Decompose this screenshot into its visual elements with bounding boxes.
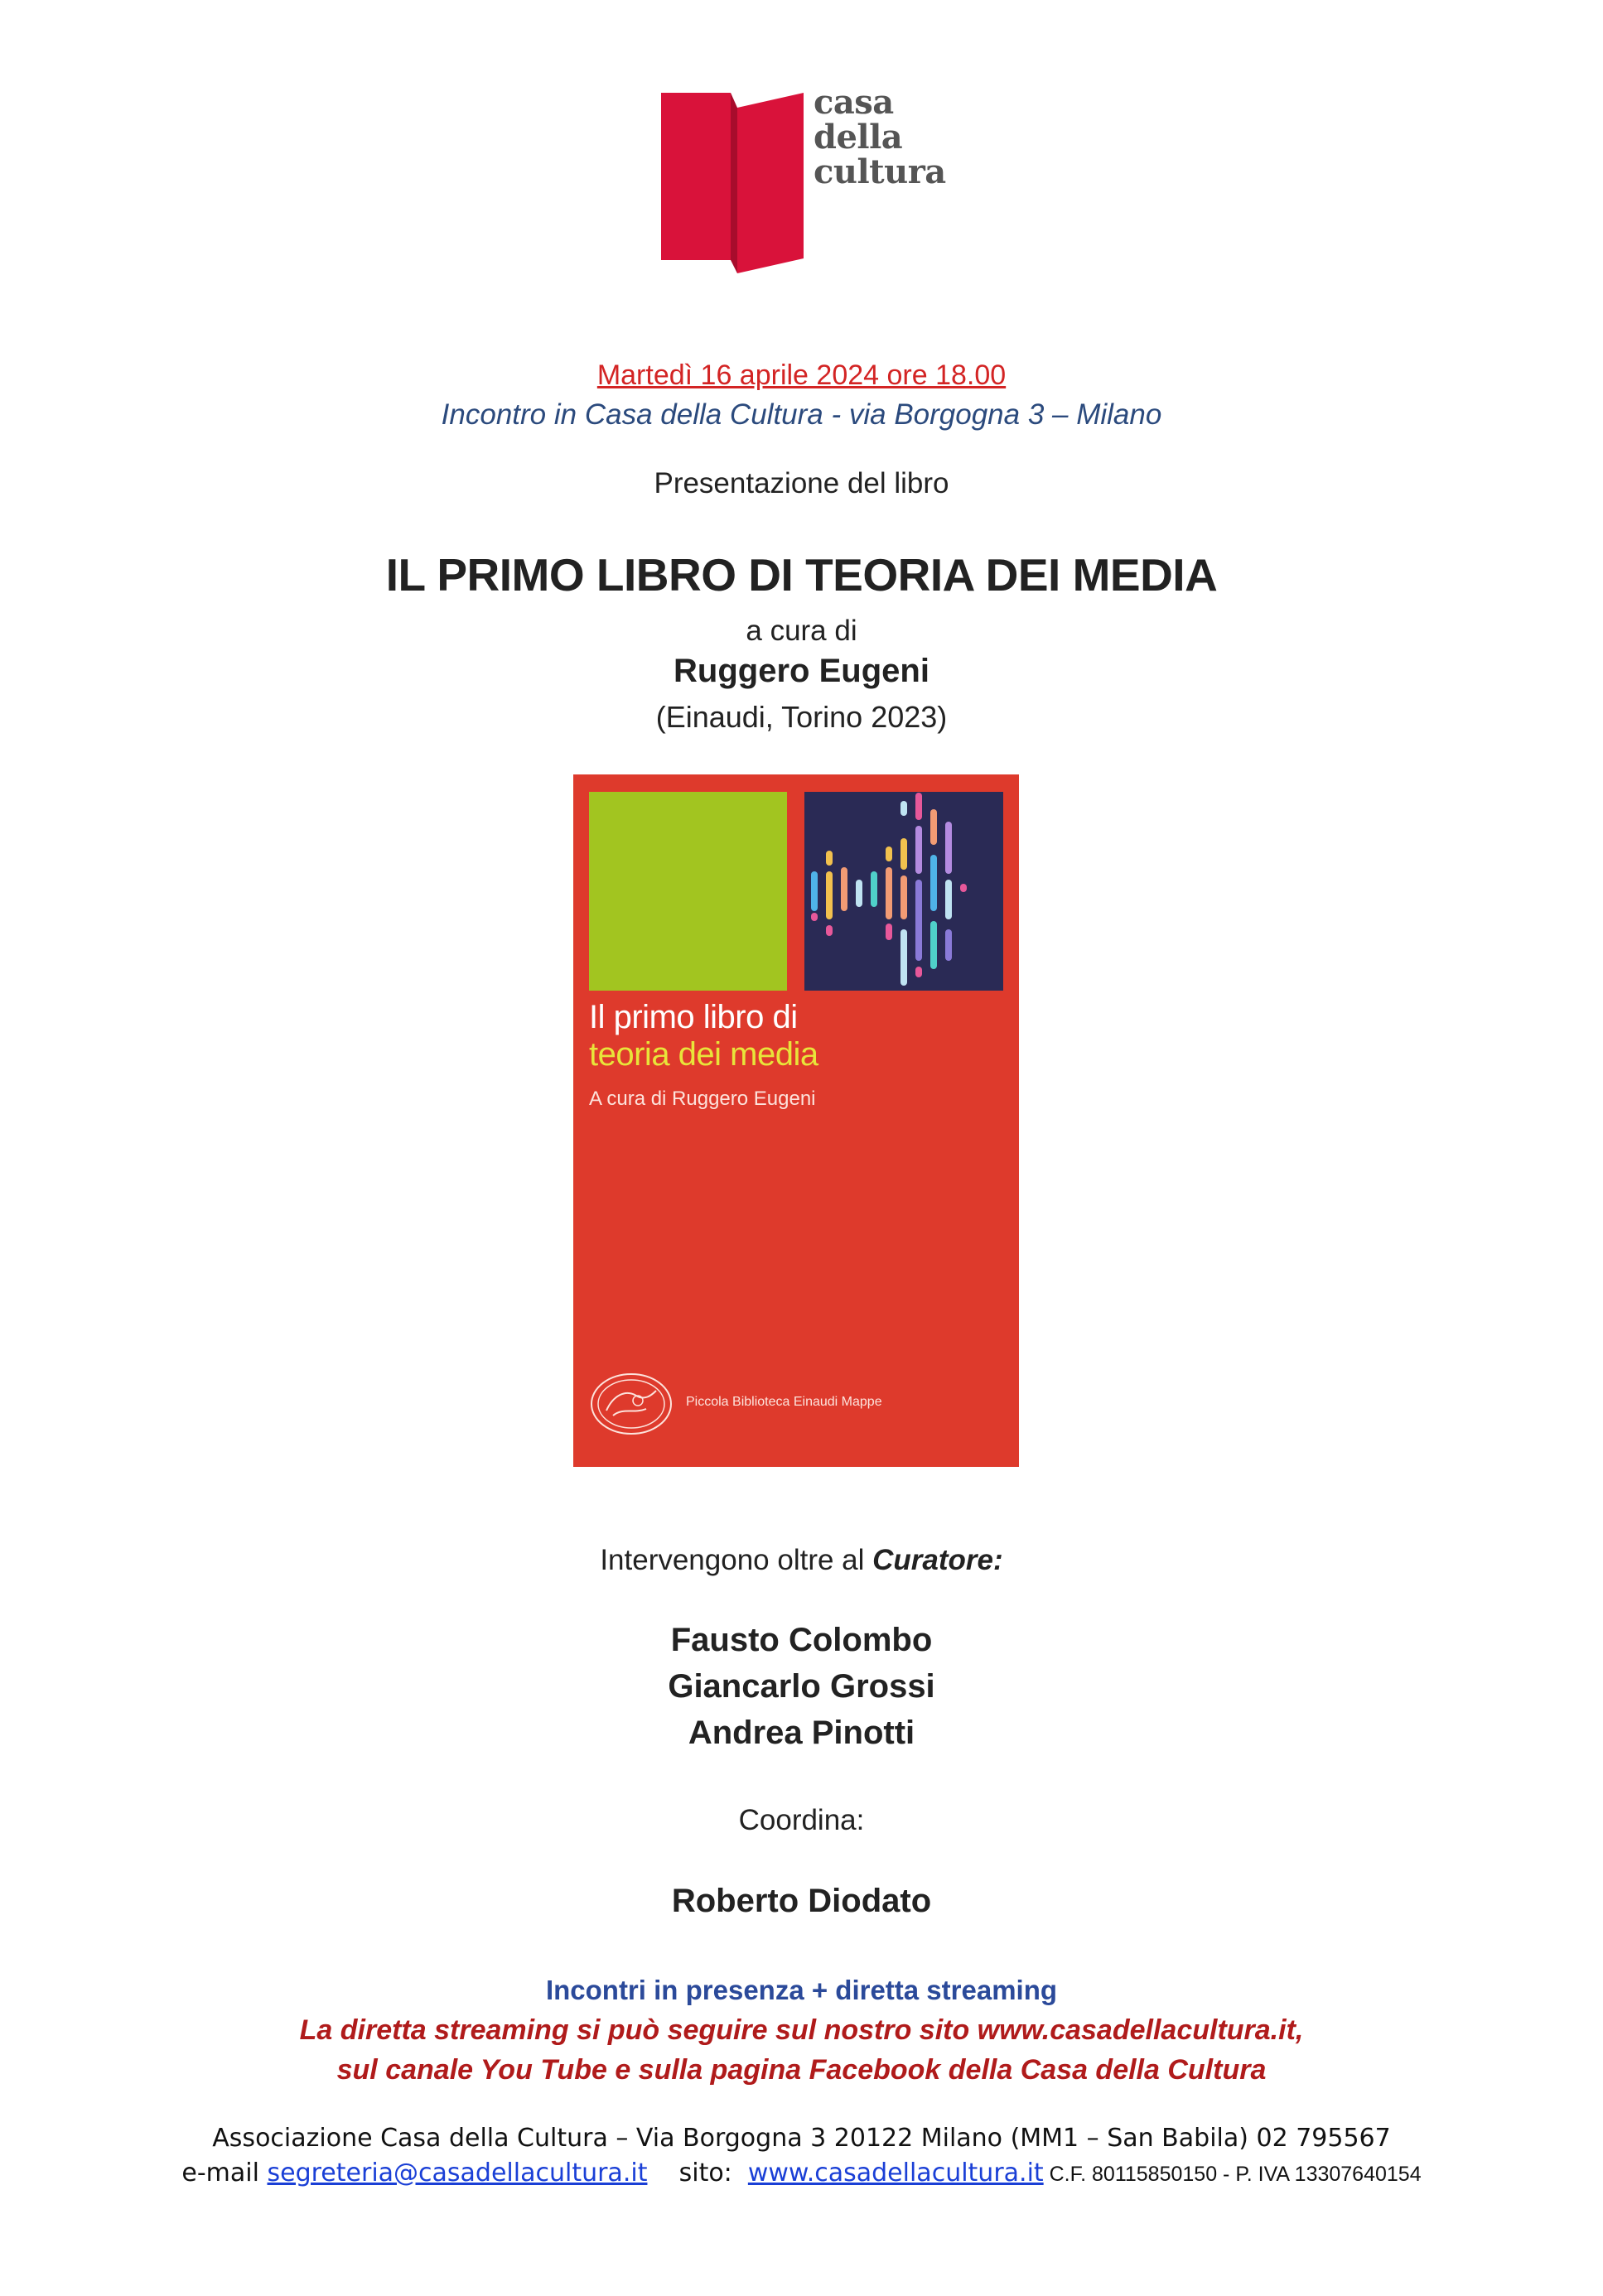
streaming-line-2: sul canale You Tube e sulla pagina Facebook della Casa della Cultura (336, 2054, 1267, 2086)
einaudi-seal-icon (588, 1371, 674, 1441)
logo-text-line3: cultura (814, 152, 946, 191)
cover-series: Piccola Biblioteca Einaudi Mappe (686, 1395, 882, 1409)
event-datetime: Martedì 16 aprile 2024 ore 18.00 (596, 359, 1007, 391)
book-title: IL PRIMO LIBRO DI TEORIA DEI MEDIA (385, 549, 1218, 601)
website-link[interactable]: www.casadellacultura.it (747, 2159, 1044, 2187)
site-label: sito: (647, 2159, 748, 2187)
coordinator-label: Coordina: (738, 1804, 865, 1836)
cover-title-line1: Il primo libro di (589, 999, 798, 1035)
event-intro: Presentazione del libro (654, 467, 949, 499)
book-cover-image (573, 774, 1019, 1467)
speaker-name: Giancarlo Grossi (668, 1668, 935, 1705)
speakers-label-prefix: Intervengono oltre al (600, 1544, 873, 1576)
speaker-name: Fausto Colombo (670, 1622, 933, 1658)
casa-della-cultura-logo (654, 84, 969, 283)
cover-navy-block (804, 792, 1003, 991)
cover-waveform-icon (804, 792, 1003, 991)
email-label: e-mail (181, 2159, 268, 2187)
editor-name: Ruggero Eugeni (674, 653, 929, 689)
coordinator-name: Roberto Diodato (671, 1883, 932, 1919)
fiscal-info: C.F. 80115850150 - P. IVA 13307640154 (1043, 2163, 1422, 2186)
publisher: (Einaudi, Torino 2023) (655, 700, 948, 734)
footer-address: Associazione Casa della Cultura – Via Borgogna 3 20122 Milano (MM1 – San Babila) 02 795567 (212, 2124, 1391, 2153)
logo-book-icon (654, 84, 812, 283)
streaming-heading: Incontri in presenza + diretta streaming (545, 1975, 1058, 2005)
edited-by-label: a cura di (746, 615, 857, 647)
speakers-label (0, 1544, 1603, 1577)
event-venue: Incontro in Casa della Cultura - via Borgogna 3 – Milano (441, 398, 1162, 431)
streaming-line-1: La diretta streaming si può seguire sul nostro sito www.casadellacultura.it, (299, 2014, 1304, 2046)
logo-text-line2: della (814, 118, 903, 157)
speakers-label-role: Curatore: (872, 1544, 1003, 1576)
footer-contacts (0, 2159, 1603, 2187)
email-link[interactable]: segreteria@casadellacultura.it (267, 2159, 648, 2187)
cover-byline: A cura di Ruggero Eugeni (589, 1088, 816, 1110)
speaker-name: Andrea Pinotti (688, 1715, 915, 1751)
cover-title-line2: teoria dei media (589, 1036, 818, 1073)
cover-green-block (589, 792, 787, 991)
logo-text-line1: casa (814, 83, 894, 122)
